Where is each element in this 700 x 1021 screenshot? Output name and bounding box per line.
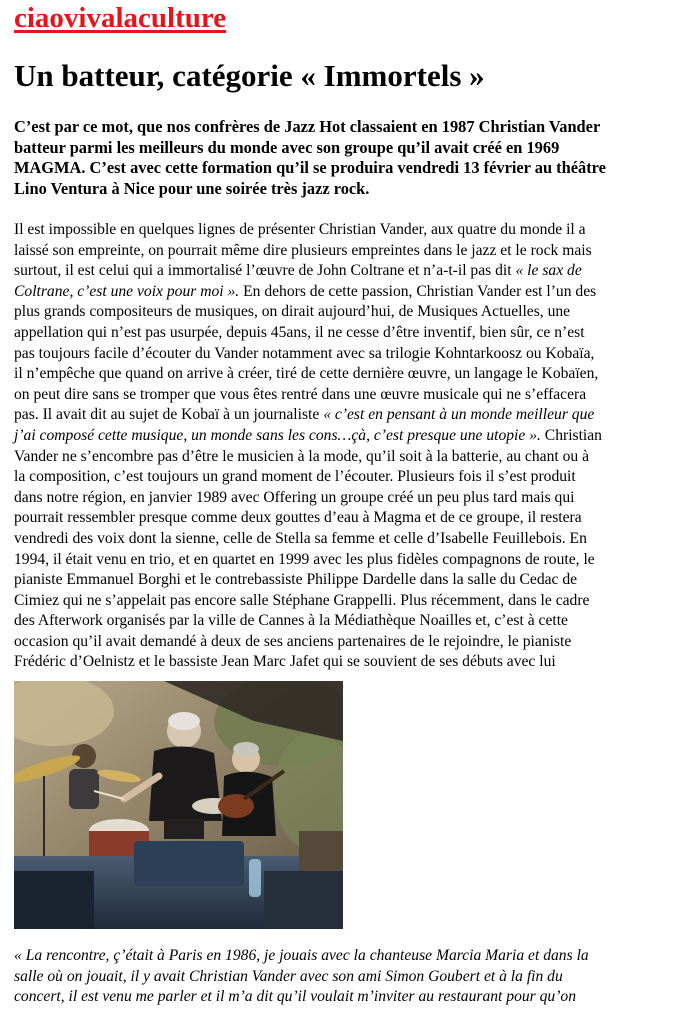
body-line: [14, 261, 686, 282]
body-line: pianiste Emmanuel Borghi et le contrebassiste Philippe Dardelle dans la salle du Cedac de: [14, 571, 578, 589]
lead-line: Lino Ventura à Nice pour une soirée très jazz rock.: [14, 178, 370, 198]
body-line: plus grands compositeurs de musiques, on dirait aujourd’hui, de Musiques Actuelles, une: [14, 303, 571, 321]
body-line: la composition, c’est toujours un grand moment de l’écouter. Plusieurs fois il s’est produit: [14, 468, 576, 486]
body-line: Il est impossible en quelques lignes de présenter Christian Vander, aux quatre du monde il a: [14, 221, 586, 238]
body-line: vendredi des voix dont la sienne, celle de Stella sa femme et celle d’Isabelle Feuillebois. En: [14, 529, 587, 547]
coltrane-quote: « le sax de: [515, 262, 582, 280]
article-title: Un batteur, catégorie « Immortels »: [14, 58, 485, 93]
body-line: occasion qu’il avait demandé à deux de ses anciens partenaires de le rejoindre, le pianiste: [14, 632, 572, 650]
body-line: il n’empêche que quand on arrive à créer, tiré de cette dernière œuvre, un langage le Kobaïen,: [14, 365, 599, 383]
lead-line: MAGMA. C’est avec cette formation qu’il se produira vendredi 13 février au théâtre: [14, 158, 606, 177]
body-line: Vander ne s’encombre pas d’être le musicien à la mode, qu’il soit à la batterie, au chant ou à: [14, 447, 590, 465]
quote-line: « La rencontre, ç’était à Paris en 1986, je jouais avec la chanteuse Marcia Maria et dans la: [14, 947, 589, 964]
body-text: En dehors de cette passion, Christian Vander est l’un des: [239, 282, 597, 300]
body-line: pas toujours facile d’écouter du Vander notamment avec sa trilogie Kohntarkoosz ou Kobaïa,: [14, 344, 595, 362]
body-text: pas. Il avait dit au sujet de Kobaï à un journaliste: [14, 406, 324, 424]
body-line: on peut dire sans se tromper que vous êtes rentré dans une œuvre musicale qui ne s’effacera: [14, 385, 587, 403]
body-line: laissé son empreinte, on pourrait même dire plusieurs empreintes dans le jazz et le rock mais: [14, 241, 592, 259]
article-body: [14, 220, 686, 673]
kobaia-quote: j’ai composé cette musique, un monde sans les cons…çà, c’est presque une utopie ».: [14, 426, 541, 444]
quote-line: concert, il est venu me parler et il m’a dit qu’il voulait m’inviter au restaurant pour qu’on: [14, 988, 577, 1006]
body-line: pourrait ressembler presque comme deux gouttes d’eau à Magma et de ce groupe, il restera: [14, 509, 582, 527]
interview-quote: [14, 946, 686, 1008]
body-line: appellation qui n’est pas usurpée, depuis 45ans, il ne cesse d’être inventif, bien sûr, ce n’est: [14, 323, 585, 341]
coltrane-quote: Coltrane, c’est une voix pour moi ».: [14, 282, 240, 300]
body-text: Christian: [540, 426, 602, 444]
body-line: 1994, il était venu en trio, et en quartet en 1999 avec les plus fidèles compagnons de route, le: [14, 550, 595, 568]
lead-line: batteur parmi les meilleurs du monde avec son groupe qu’il avait créé en 1969: [14, 137, 560, 157]
quote-line: salle où on jouait, il y avait Christian Vander avec son ami Simon Goubert et à la fin du: [14, 967, 563, 985]
kobaia-quote: « c’est en pensant à un monde meilleur que: [323, 406, 595, 424]
body-line: dans notre région, en janvier 1989 avec Offering un groupe créé un peu plus tard mais qui: [14, 488, 575, 506]
body-line: [14, 282, 686, 303]
concert-photo: [14, 681, 343, 929]
site-name-link[interactable]: ciaovivalaculture: [14, 2, 227, 34]
body-line: Cimiez qui ne s’appelait pas encore salle Stéphane Grappelli. Plus récemment, dans le cadre: [14, 591, 590, 609]
lead-line: C’est par ce mot, que nos confrères de Jazz Hot classaient en 1987 Christian Vander: [14, 117, 601, 136]
body-line: [14, 405, 686, 426]
article-lead: [14, 117, 682, 199]
body-text: surtout, il est celui qui a immortalisé l’œuvre de John Coltrane et n’a-t-il pas dit: [14, 262, 516, 280]
body-line: des Afterwork organisés par la ville de Cannes à la Médiathèque Noailles et, c’est à cette: [14, 612, 568, 630]
body-line: Frédéric d’Oelnistz et le bassiste Jean Marc Jafet qui se souvient de ses débuts avec lui: [14, 653, 556, 671]
body-line: [14, 426, 686, 447]
